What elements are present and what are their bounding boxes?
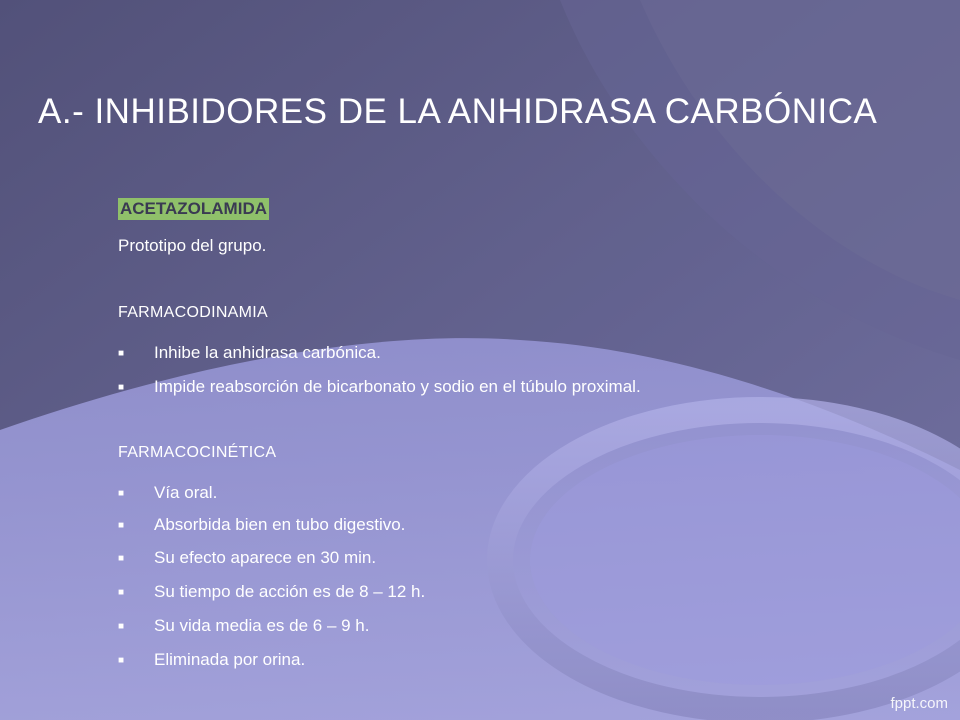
section-heading-farmacodinamia: FARMACODINAMIA	[118, 304, 268, 321]
square-bullet-icon: ■	[118, 519, 125, 531]
list-item: ■ Su efecto aparece en 30 min.	[118, 548, 377, 567]
watermark-text: fppt.com	[890, 695, 948, 712]
list-item: ■ Eliminada por orina.	[118, 650, 306, 669]
square-bullet-icon: ■	[118, 620, 125, 632]
list-item: ■ Impide reabsorción de bicarbonato y sodio en el túbulo proximal.	[118, 377, 641, 396]
list-item: ■ Absorbida bien en tubo digestivo.	[118, 515, 406, 534]
slide-title: A.- INHIBIDORES DE LA ANHIDRASA CARBÓNICA	[38, 92, 878, 131]
square-bullet-icon: ■	[118, 586, 125, 598]
drug-name-highlight: ACETAZOLAMIDA	[120, 199, 267, 218]
square-bullet-icon: ■	[118, 381, 125, 393]
section-heading-farmacocinetica: FARMACOCINÉTICA	[118, 444, 277, 461]
square-bullet-icon: ■	[118, 552, 125, 564]
intro-text: Prototipo del grupo.	[118, 236, 267, 255]
square-bullet-icon: ■	[118, 654, 125, 666]
square-bullet-icon: ■	[118, 487, 125, 499]
list-item: ■ Vía oral.	[118, 483, 218, 502]
square-bullet-icon: ■	[118, 347, 125, 359]
list-item: ■ Su vida media es de 6 – 9 h.	[118, 616, 370, 635]
list-item: ■ Inhibe la anhidrasa carbónica.	[118, 343, 381, 362]
list-item: ■ Su tiempo de acción es de 8 – 12 h.	[118, 582, 426, 601]
